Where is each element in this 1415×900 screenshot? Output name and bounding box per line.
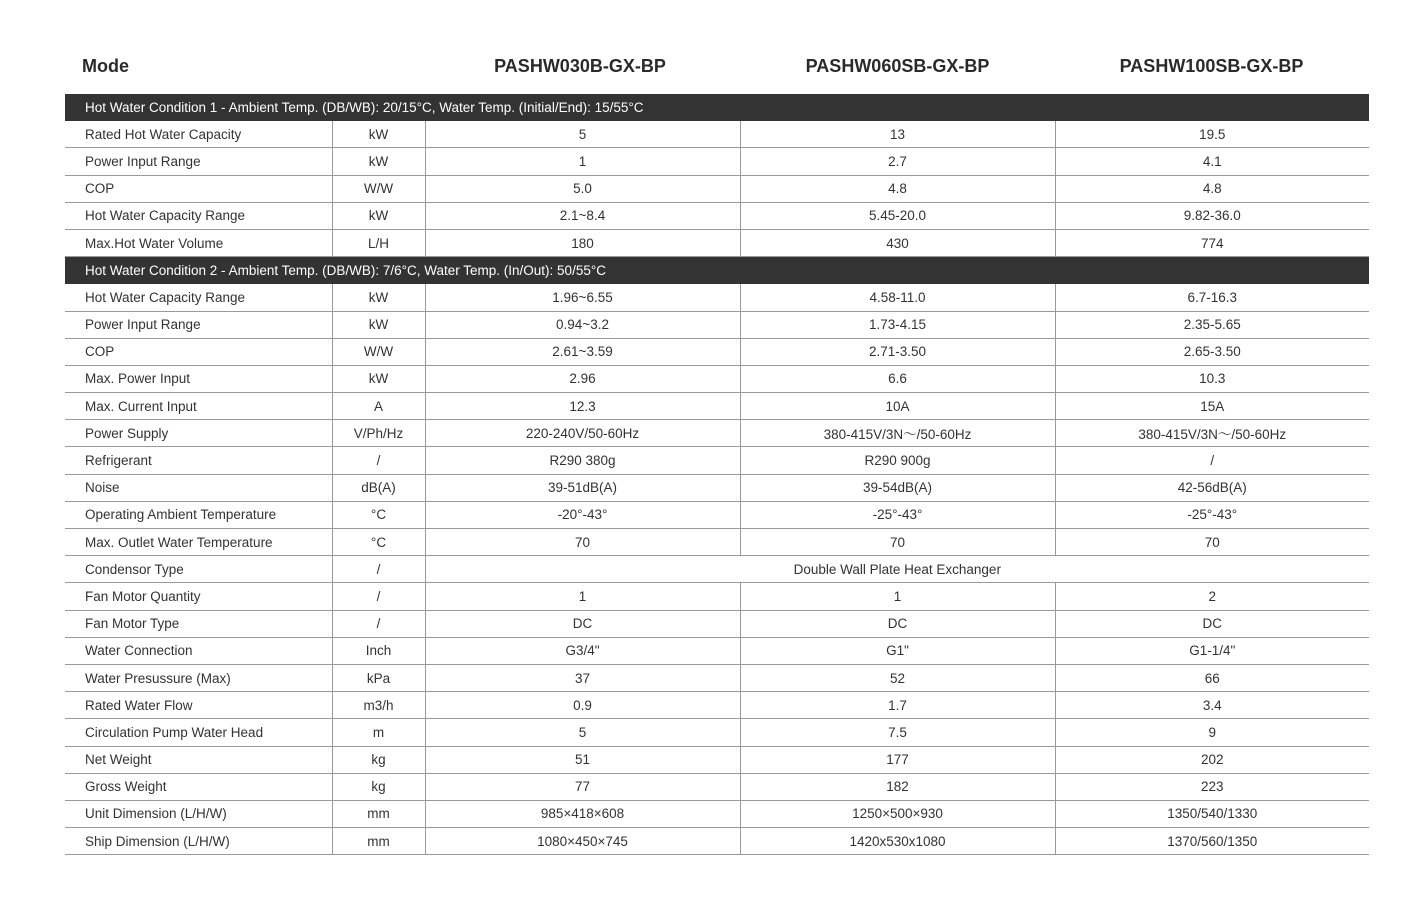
section-title: Hot Water Condition 2 - Ambient Temp. (DB/WB): 7/6°C, Water Temp. (In/Out): 50/55°C: [65, 257, 1369, 284]
table-row: [65, 773, 1369, 800]
row-value-model-1: 180: [425, 229, 740, 256]
row-unit: kW: [332, 311, 425, 338]
spec-table: [65, 94, 1369, 855]
row-value-model-1: 12.3: [425, 393, 740, 420]
row-value-model-2: 7.5: [740, 719, 1055, 746]
table-row: [65, 800, 1369, 827]
table-row: [65, 284, 1369, 311]
row-value-model-2: 70: [740, 529, 1055, 556]
row-value-model-3: 380-415V/3N～/50-60Hz: [1055, 420, 1369, 447]
table-row: [65, 420, 1369, 447]
row-label: Max.Hot Water Volume: [65, 229, 332, 256]
row-value-model-3: 6.7-16.3: [1055, 284, 1369, 311]
table-row: [65, 719, 1369, 746]
row-value-model-3: 3.4: [1055, 692, 1369, 719]
row-value-model-1: -20°-43°: [425, 501, 740, 528]
table-row: [65, 501, 1369, 528]
row-unit: W/W: [332, 338, 425, 365]
row-unit: Inch: [332, 637, 425, 664]
row-value-model-1: 1080×450×745: [425, 828, 740, 855]
row-value-model-1: 51: [425, 746, 740, 773]
table-row: [65, 474, 1369, 501]
row-label: COP: [65, 338, 332, 365]
table-row: [65, 637, 1369, 664]
row-value-model-3: 19.5: [1055, 121, 1369, 148]
row-unit: m3/h: [332, 692, 425, 719]
row-unit: /: [332, 556, 425, 583]
row-value-model-3: 2.35-5.65: [1055, 311, 1369, 338]
row-value-model-1: 2.96: [425, 365, 740, 392]
row-label: Refrigerant: [65, 447, 332, 474]
row-label: Fan Motor Quantity: [65, 583, 332, 610]
row-unit: kW: [332, 365, 425, 392]
row-value-model-2: 430: [740, 229, 1055, 256]
row-value-model-2: 182: [740, 773, 1055, 800]
table-row: [65, 529, 1369, 556]
row-value-merged: Double Wall Plate Heat Exchanger: [425, 556, 1369, 583]
table-row: [65, 664, 1369, 691]
row-unit: /: [332, 447, 425, 474]
row-value-model-1: 77: [425, 773, 740, 800]
row-unit: V/Ph/Hz: [332, 420, 425, 447]
row-value-model-2: 177: [740, 746, 1055, 773]
table-row: [65, 365, 1369, 392]
section-header-1: [65, 94, 1369, 121]
row-value-model-3: 42-56dB(A): [1055, 474, 1369, 501]
row-value-model-2: 52: [740, 664, 1055, 691]
row-unit: °C: [332, 529, 425, 556]
row-value-model-3: 1350/540/1330: [1055, 800, 1369, 827]
row-value-model-3: G1-1/4": [1055, 637, 1369, 664]
row-unit: dB(A): [332, 474, 425, 501]
table-row: [65, 121, 1369, 148]
row-value-model-3: /: [1055, 447, 1369, 474]
row-value-model-2: 13: [740, 121, 1055, 148]
row-value-model-2: 6.6: [740, 365, 1055, 392]
row-label: Rated Water Flow: [65, 692, 332, 719]
row-unit: W/W: [332, 175, 425, 202]
table-row: [65, 610, 1369, 637]
table-row: [65, 828, 1369, 855]
row-unit: m: [332, 719, 425, 746]
row-value-model-2: 2.71-3.50: [740, 338, 1055, 365]
row-unit: L/H: [332, 229, 425, 256]
row-value-model-2: 380-415V/3N～/50-60Hz: [740, 420, 1055, 447]
row-value-model-1: 220-240V/50-60Hz: [425, 420, 740, 447]
row-value-model-3: 2: [1055, 583, 1369, 610]
row-label: Noise: [65, 474, 332, 501]
row-unit: /: [332, 583, 425, 610]
row-value-model-3: 4.8: [1055, 175, 1369, 202]
row-value-model-1: 2.1~8.4: [425, 202, 740, 229]
table-row: [65, 393, 1369, 420]
row-value-model-2: R290 900g: [740, 447, 1055, 474]
row-label: Hot Water Capacity Range: [65, 284, 332, 311]
model-header-1: PASHW030B-GX-BP: [494, 56, 666, 76]
row-value-model-2: 4.8: [740, 175, 1055, 202]
table-row: [65, 746, 1369, 773]
row-value-model-1: G3/4": [425, 637, 740, 664]
row-label: Rated Hot Water Capacity: [65, 121, 332, 148]
row-label: Ship Dimension (L/H/W): [65, 828, 332, 855]
row-value-model-2: 5.45-20.0: [740, 202, 1055, 229]
section-header-2: [65, 257, 1369, 284]
row-value-model-3: 9: [1055, 719, 1369, 746]
row-label: COP: [65, 175, 332, 202]
row-value-model-1: R290 380g: [425, 447, 740, 474]
row-value-model-3: 1370/560/1350: [1055, 828, 1369, 855]
row-value-model-1: 70: [425, 529, 740, 556]
row-label: Net Weight: [65, 746, 332, 773]
row-value-model-1: 1: [425, 583, 740, 610]
row-value-model-2: DC: [740, 610, 1055, 637]
row-value-model-3: 70: [1055, 529, 1369, 556]
row-value-model-1: 5: [425, 719, 740, 746]
row-value-model-1: DC: [425, 610, 740, 637]
row-value-model-1: 1.96~6.55: [425, 284, 740, 311]
table-row: [65, 583, 1369, 610]
row-unit: mm: [332, 828, 425, 855]
table-header: [65, 52, 1369, 82]
row-label: Fan Motor Type: [65, 610, 332, 637]
row-value-model-1: 37: [425, 664, 740, 691]
row-value-model-1: 39-51dB(A): [425, 474, 740, 501]
table-row: [65, 175, 1369, 202]
row-label: Max. Power Input: [65, 365, 332, 392]
row-value-model-3: 223: [1055, 773, 1369, 800]
row-label: Circulation Pump Water Head: [65, 719, 332, 746]
table-row: [65, 148, 1369, 175]
section-title: Hot Water Condition 1 - Ambient Temp. (DB/WB): 20/15°C, Water Temp. (Initial/End): 15/55°C: [65, 94, 1369, 121]
table-row: [65, 202, 1369, 229]
row-label: Water Presussure (Max): [65, 664, 332, 691]
row-value-model-2: 1.7: [740, 692, 1055, 719]
row-unit: kg: [332, 746, 425, 773]
row-value-model-1: 1: [425, 148, 740, 175]
row-unit: kg: [332, 773, 425, 800]
row-value-model-3: 15A: [1055, 393, 1369, 420]
row-unit: kW: [332, 284, 425, 311]
row-label: Power Input Range: [65, 311, 332, 338]
row-unit: kW: [332, 202, 425, 229]
row-value-model-1: 5.0: [425, 175, 740, 202]
row-value-model-3: DC: [1055, 610, 1369, 637]
row-unit: kW: [332, 148, 425, 175]
row-label: Water Connection: [65, 637, 332, 664]
table-row: [65, 447, 1369, 474]
row-label: Operating Ambient Temperature: [65, 501, 332, 528]
row-value-model-3: 4.1: [1055, 148, 1369, 175]
row-value-model-2: 1.73-4.15: [740, 311, 1055, 338]
row-value-model-3: 2.65-3.50: [1055, 338, 1369, 365]
row-value-model-3: 66: [1055, 664, 1369, 691]
mode-header: Mode: [82, 56, 129, 76]
row-label: Max. Current Input: [65, 393, 332, 420]
row-value-model-3: 202: [1055, 746, 1369, 773]
row-value-model-2: -25°-43°: [740, 501, 1055, 528]
row-value-model-1: 0.94~3.2: [425, 311, 740, 338]
row-unit: kW: [332, 121, 425, 148]
row-value-model-2: G1": [740, 637, 1055, 664]
spec-table-body: [65, 94, 1369, 855]
row-label: Condensor Type: [65, 556, 332, 583]
row-label: Max. Outlet Water Temperature: [65, 529, 332, 556]
row-value-model-3: 10.3: [1055, 365, 1369, 392]
row-value-model-2: 2.7: [740, 148, 1055, 175]
row-unit: °C: [332, 501, 425, 528]
row-value-model-2: 39-54dB(A): [740, 474, 1055, 501]
row-value-model-1: 2.61~3.59: [425, 338, 740, 365]
row-value-model-2: 10A: [740, 393, 1055, 420]
row-value-model-1: 5: [425, 121, 740, 148]
row-value-model-2: 1250×500×930: [740, 800, 1055, 827]
row-unit: kPa: [332, 664, 425, 691]
table-row: [65, 556, 1369, 583]
row-unit: /: [332, 610, 425, 637]
row-value-model-1: 985×418×608: [425, 800, 740, 827]
row-unit: A: [332, 393, 425, 420]
row-value-model-3: -25°-43°: [1055, 501, 1369, 528]
row-label: Unit Dimension (L/H/W): [65, 800, 332, 827]
row-value-model-2: 1420x530x1080: [740, 828, 1055, 855]
model-header-2: PASHW060SB-GX-BP: [805, 56, 990, 76]
model-header-3: PASHW100SB-GX-BP: [1119, 56, 1304, 76]
row-label: Power Supply: [65, 420, 332, 447]
row-value-model-2: 4.58-11.0: [740, 284, 1055, 311]
row-value-model-3: 774: [1055, 229, 1369, 256]
row-label: Power Input Range: [65, 148, 332, 175]
row-value-model-2: 1: [740, 583, 1055, 610]
table-row: [65, 229, 1369, 256]
row-unit: mm: [332, 800, 425, 827]
row-label: Hot Water Capacity Range: [65, 202, 332, 229]
row-value-model-3: 9.82-36.0: [1055, 202, 1369, 229]
table-row: [65, 311, 1369, 338]
table-row: [65, 692, 1369, 719]
row-label: Gross Weight: [65, 773, 332, 800]
row-value-model-1: 0.9: [425, 692, 740, 719]
table-row: [65, 338, 1369, 365]
